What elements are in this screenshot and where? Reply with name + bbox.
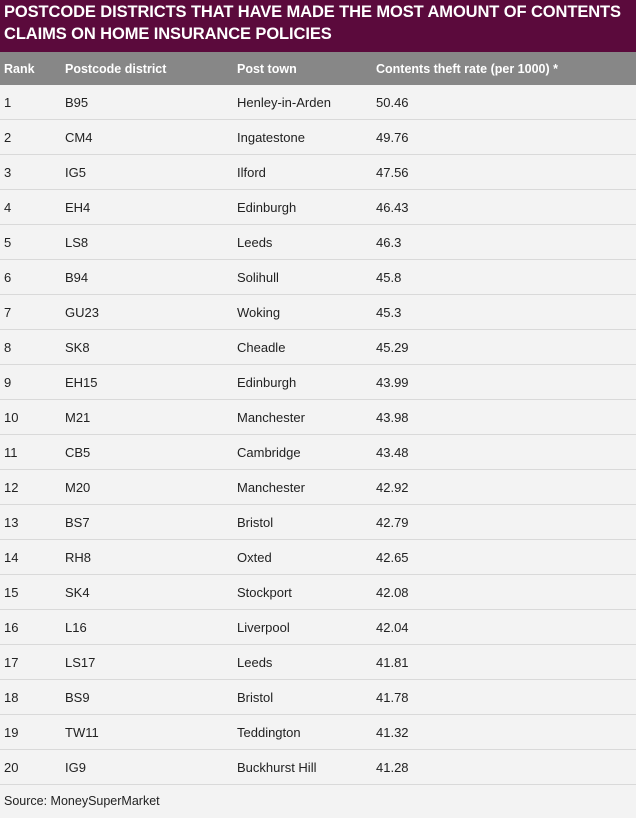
table-row (0, 260, 636, 295)
theft-rate-cell: 42.65 (376, 549, 409, 565)
post-town-cell: Edinburgh (237, 374, 297, 390)
postcode-cell: IG5 (65, 164, 86, 180)
post-town-cell: Ingatestone (237, 129, 305, 145)
postcode-cell: L16 (65, 619, 87, 635)
postcode-cell: GU23 (65, 304, 99, 320)
table-row (0, 155, 636, 190)
postcode-cell: RH8 (65, 549, 92, 565)
theft-rate-cell: 42.08 (376, 584, 409, 600)
postcode-cell: CB5 (65, 444, 91, 460)
rank-cell: 18 (4, 689, 19, 705)
postcode-cell: LS8 (65, 234, 89, 250)
rank-cell: 3 (4, 164, 12, 180)
table-row (0, 225, 636, 260)
postcode-cell: BS9 (65, 689, 90, 705)
table-row (0, 435, 636, 470)
theft-rate-cell: 42.92 (376, 479, 409, 495)
rank-cell: 15 (4, 584, 19, 600)
post-town-cell: Ilford (237, 164, 266, 180)
post-town-cell: Liverpool (237, 619, 290, 635)
post-town-cell: Edinburgh (237, 199, 297, 215)
theft-rate-cell: 41.32 (376, 724, 409, 740)
header-postcode-district: Postcode district (65, 61, 167, 76)
header-post-town: Post town (237, 61, 297, 76)
postcode-cell: EH15 (65, 374, 98, 390)
table-title: POSTCODE DISTRICTS THAT HAVE MADE THE MOST AMOUNT OF CONTENTS CLAIMS ON HOME INSURANCE POLICIES (0, 0, 636, 52)
post-town-cell: Stockport (237, 584, 292, 600)
post-town-cell: Buckhurst Hill (237, 759, 317, 775)
post-town-cell: Bristol (237, 689, 274, 705)
theft-rate-cell: 45.29 (376, 339, 409, 355)
post-town-cell: Solihull (237, 269, 279, 285)
table-row (0, 505, 636, 540)
rank-cell: 8 (4, 339, 12, 355)
table-row (0, 120, 636, 155)
postcode-cell: CM4 (65, 129, 93, 145)
theft-rate-cell: 46.43 (376, 199, 409, 215)
theft-rate-cell: 41.78 (376, 689, 409, 705)
rank-cell: 13 (4, 514, 19, 530)
rank-cell: 10 (4, 409, 19, 425)
theft-rate-cell: 42.04 (376, 619, 409, 635)
theft-rate-cell: 42.79 (376, 514, 409, 530)
table-row (0, 715, 636, 750)
post-town-cell: Manchester (237, 479, 305, 495)
post-town-cell: Cheadle (237, 339, 286, 355)
theft-rate-cell: 41.28 (376, 759, 409, 775)
table-row (0, 330, 636, 365)
table-row (0, 295, 636, 330)
table-body (0, 85, 636, 785)
postcode-cell: EH4 (65, 199, 91, 215)
theft-rate-cell: 43.99 (376, 374, 409, 390)
post-town-cell: Oxted (237, 549, 272, 565)
header-contents-theft-rate: Contents theft rate (per 1000) * (376, 61, 558, 76)
theft-rate-cell: 43.98 (376, 409, 409, 425)
postcode-cell: M21 (65, 409, 91, 425)
table-row (0, 750, 636, 785)
post-town-cell: Teddington (237, 724, 301, 740)
table-row (0, 400, 636, 435)
postcode-cell: TW11 (65, 724, 99, 740)
rank-cell: 11 (4, 444, 18, 460)
postcode-cell: B95 (65, 94, 89, 110)
post-town-cell: Henley-in-Arden (237, 94, 331, 110)
postcode-cell: B94 (65, 269, 89, 285)
rank-cell: 5 (4, 234, 12, 250)
post-town-cell: Manchester (237, 409, 305, 425)
rank-cell: 12 (4, 479, 19, 495)
postcode-cell: LS17 (65, 654, 96, 670)
post-town-cell: Leeds (237, 234, 273, 250)
theft-rate-cell: 47.56 (376, 164, 409, 180)
postcode-cell: SK8 (65, 339, 90, 355)
rank-cell: 6 (4, 269, 12, 285)
table-row (0, 540, 636, 575)
post-town-cell: Leeds (237, 654, 273, 670)
rank-cell: 17 (4, 654, 19, 670)
table-row (0, 610, 636, 645)
theft-rate-cell: 50.46 (376, 94, 409, 110)
table-row (0, 575, 636, 610)
rank-cell: 14 (4, 549, 19, 565)
table-row (0, 645, 636, 680)
table-row (0, 680, 636, 715)
table-row (0, 470, 636, 505)
postcode-cell: BS7 (65, 514, 90, 530)
rank-cell: 7 (4, 304, 12, 320)
theft-rate-cell: 46.3 (376, 234, 402, 250)
theft-rate-cell: 43.48 (376, 444, 409, 460)
rank-cell: 1 (4, 94, 12, 110)
postcode-cell: SK4 (65, 584, 90, 600)
table-header-row (0, 52, 636, 85)
table-row (0, 365, 636, 400)
post-town-cell: Woking (237, 304, 281, 320)
rank-cell: 16 (4, 619, 19, 635)
theft-rate-cell: 45.8 (376, 269, 402, 285)
rank-cell: 4 (4, 199, 12, 215)
theft-rate-cell: 49.76 (376, 129, 409, 145)
theft-rate-cell: 45.3 (376, 304, 402, 320)
source-note: Source: MoneySuperMarket (4, 794, 160, 808)
post-town-cell: Cambridge (237, 444, 301, 460)
postcode-cell: IG9 (65, 759, 86, 775)
table-row (0, 85, 636, 120)
rank-cell: 20 (4, 759, 19, 775)
post-town-cell: Bristol (237, 514, 274, 530)
header-rank: Rank (4, 61, 35, 76)
table-row (0, 190, 636, 225)
rank-cell: 9 (4, 374, 12, 390)
theft-rate-cell: 41.81 (376, 654, 409, 670)
rank-cell: 2 (4, 129, 12, 145)
postcode-cell: M20 (65, 479, 91, 495)
rank-cell: 19 (4, 724, 19, 740)
